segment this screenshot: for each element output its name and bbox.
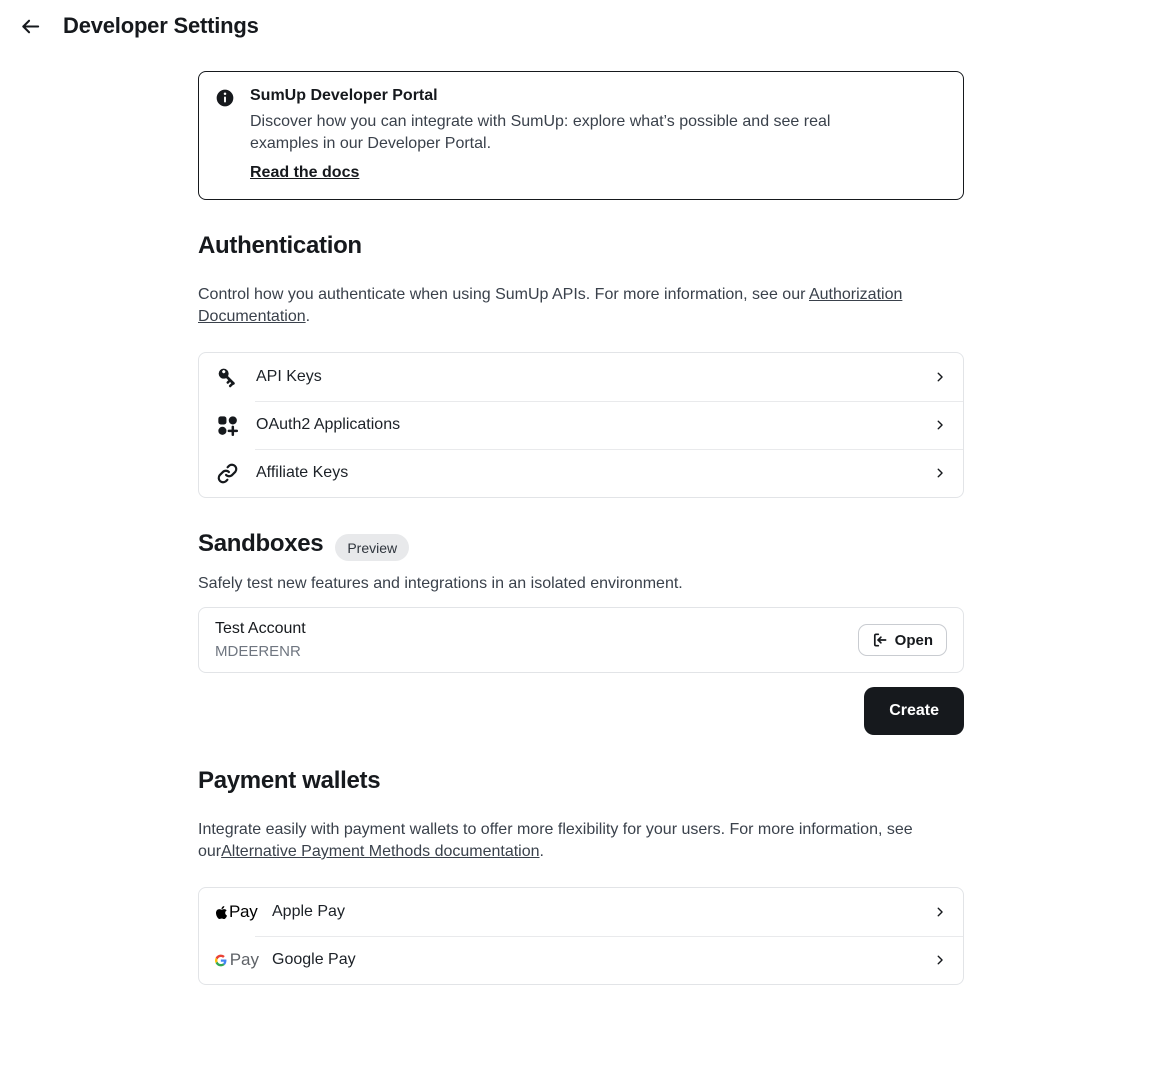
authentication-heading: Authentication <box>198 232 362 259</box>
authentication-list <box>198 352 964 498</box>
chevron-right-icon <box>933 418 947 432</box>
list-item-label: Affiliate Keys <box>256 464 349 481</box>
sandboxes-description: Safely test new features and integrations in an isolated environment. <box>198 575 683 592</box>
list-item-oauth2-applications[interactable] <box>199 401 963 449</box>
apple-pay-logo <box>215 902 259 922</box>
google-g-icon <box>215 952 227 969</box>
account-code: MDEERENR <box>215 643 301 660</box>
content <box>198 50 964 985</box>
payment-wallets-description-period: . <box>539 843 544 860</box>
authentication-description-period: . <box>305 308 311 325</box>
create-row <box>198 687 964 735</box>
chevron-right-icon <box>933 905 947 919</box>
preview-badge: Preview <box>335 534 409 561</box>
page-header <box>0 0 1162 50</box>
info-banner <box>198 71 964 200</box>
apps-add-icon <box>215 413 241 438</box>
create-button[interactable]: Create <box>864 687 964 735</box>
back-button[interactable] <box>18 14 42 38</box>
key-icon <box>215 365 241 390</box>
chevron-right-icon <box>933 370 947 384</box>
info-banner-body: Discover how you can integrate with SumUp: explore what’s possible and see real examples in our Developer Portal. <box>250 113 831 152</box>
log-in-icon <box>872 632 888 648</box>
open-button[interactable] <box>858 624 947 656</box>
list-item-affiliate-keys[interactable] <box>199 449 963 497</box>
read-the-docs-link[interactable]: Read the docs <box>250 164 360 181</box>
list-item-label: API Keys <box>256 368 322 385</box>
payment-wallets-description-text: Integrate easily with payment wallets to offer more flexibility for your users. For more information, see our <box>198 821 913 860</box>
list-item-google-pay[interactable] <box>199 936 963 984</box>
payment-wallets-description <box>198 819 964 863</box>
authentication-description <box>198 284 964 328</box>
link-icon <box>215 461 241 486</box>
info-banner-title: SumUp Developer Portal <box>250 87 438 104</box>
account-name: Test Account <box>215 620 306 637</box>
open-button-label: Open <box>894 631 933 649</box>
authorization-documentation-link[interactable]: Authorization Documentation <box>198 286 903 325</box>
apple-icon <box>215 905 228 920</box>
sandbox-account-info <box>215 620 306 660</box>
google-pay-logo-text: Pay <box>229 950 259 969</box>
sandboxes-heading: Sandboxes <box>198 530 324 557</box>
chevron-right-icon <box>933 466 947 480</box>
list-item-label: OAuth2 Applications <box>256 416 401 433</box>
chevron-right-icon <box>933 953 947 967</box>
list-item-label: Google Pay <box>272 951 356 968</box>
authentication-description-text: Control how you authenticate when using SumUp APIs. For more information, see our <box>198 286 809 303</box>
alternative-payment-methods-link[interactable]: Alternative Payment Methods documentation <box>221 843 540 860</box>
list-item-api-keys[interactable] <box>199 353 963 401</box>
google-pay-logo <box>215 950 259 970</box>
sandbox-account-card <box>198 607 964 673</box>
list-item-apple-pay[interactable] <box>199 888 963 936</box>
payment-wallets-heading: Payment wallets <box>198 767 381 794</box>
info-banner-text <box>250 87 850 182</box>
sandboxes-heading-row <box>198 530 964 558</box>
payment-wallets-list <box>198 887 964 985</box>
info-icon <box>215 88 235 182</box>
page-title: Developer Settings <box>63 13 259 38</box>
apple-pay-logo-text: Pay <box>229 902 258 921</box>
list-item-label: Apple Pay <box>272 903 345 920</box>
arrow-left-icon <box>19 15 42 38</box>
